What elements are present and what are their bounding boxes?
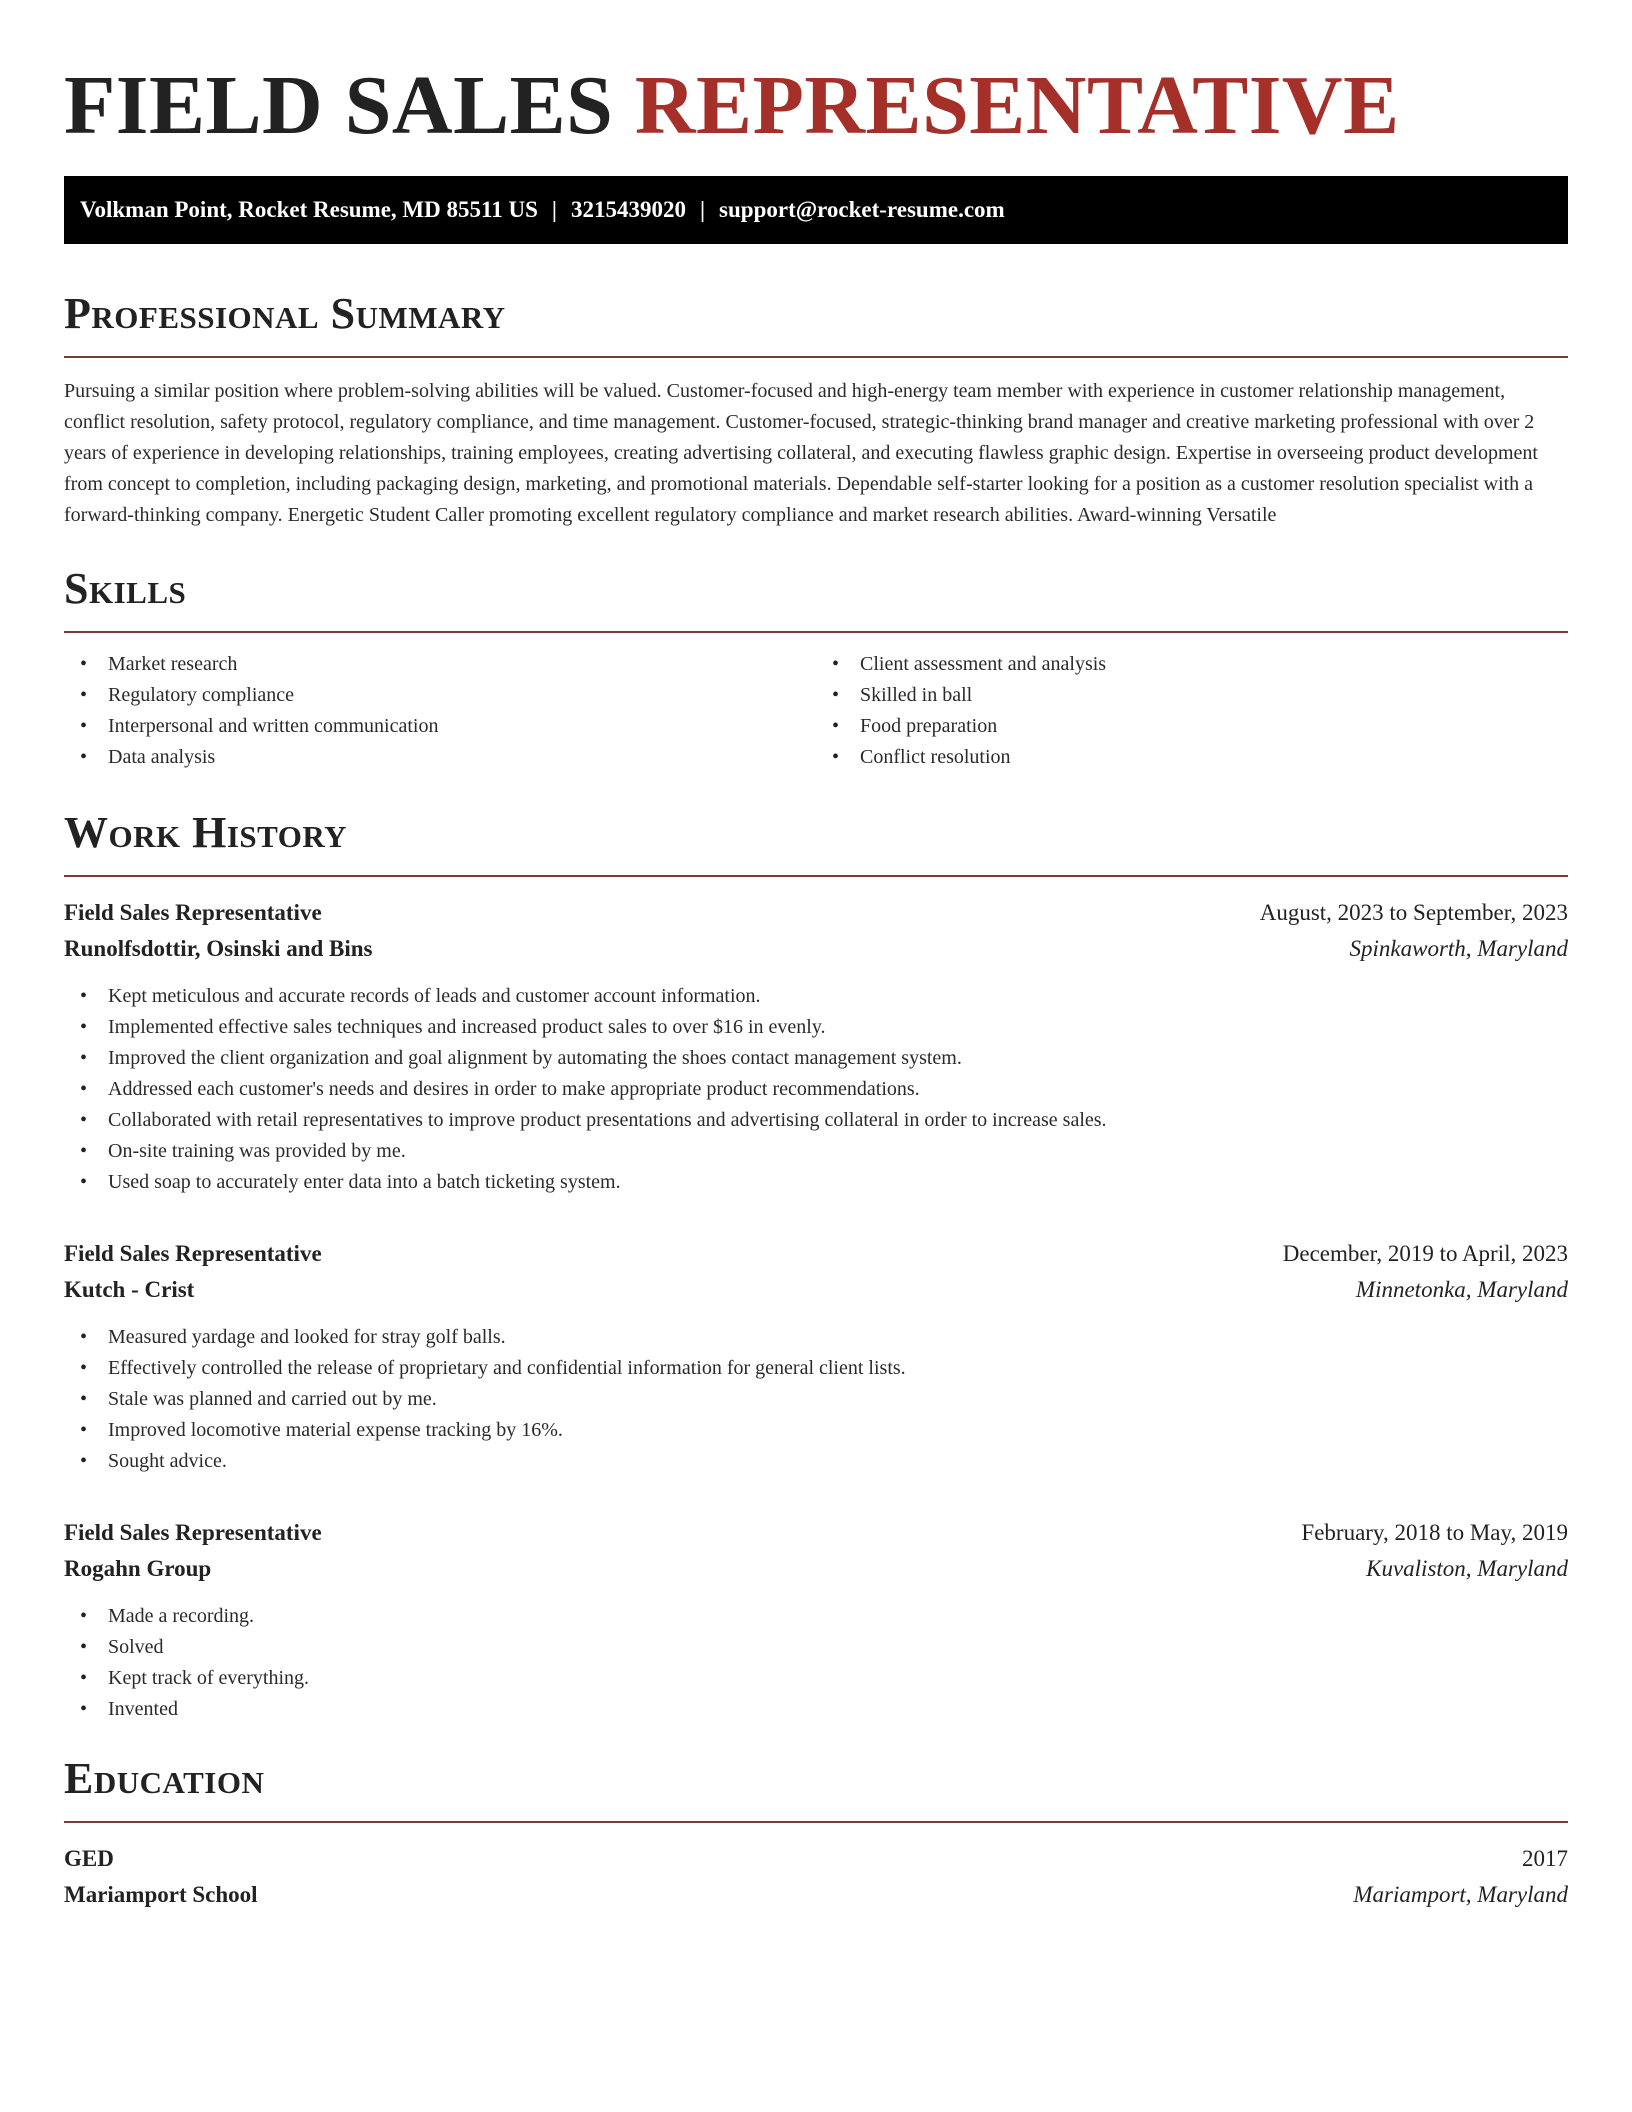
job-bullet: • Effectively controlled the release of proprietary and confidential information for general client lists. bbox=[64, 1353, 1568, 1384]
skills-grid bbox=[64, 649, 1568, 773]
education-section bbox=[64, 1751, 1568, 1913]
job-bullet: • Solved bbox=[64, 1632, 1568, 1663]
education-school: Mariamport School bbox=[64, 1882, 258, 1907]
education-heading: Education bbox=[64, 1754, 265, 1803]
job-dates: August, 2023 to September, 2023 bbox=[1259, 900, 1568, 925]
job-location: Spinkaworth, Maryland bbox=[1349, 936, 1568, 961]
job-bullets bbox=[64, 981, 1568, 1198]
job-bullet: • Stale was planned and carried out by me. bbox=[64, 1384, 1568, 1415]
job-bullet: • Improved locomotive material expense tracking by 16%. bbox=[64, 1415, 1568, 1446]
skill-item: • Data analysis bbox=[64, 742, 816, 773]
job-company: Rogahn Group bbox=[64, 1556, 212, 1581]
summary-section bbox=[64, 286, 1568, 531]
job-dates: December, 2019 to April, 2023 bbox=[1282, 1241, 1568, 1266]
job-company: Runolfsdottir, Osinski and Bins bbox=[64, 936, 373, 961]
skill-item: • Food preparation bbox=[816, 711, 1568, 742]
job-location: Minnetonka, Maryland bbox=[1355, 1277, 1568, 1302]
work-history-heading: Work History bbox=[64, 808, 348, 857]
resume-title bbox=[64, 0, 1568, 156]
skills-column-right bbox=[816, 649, 1568, 773]
job-bullet: • Improved the client organization and goal alignment by automating the shoes contact management system. bbox=[64, 1043, 1568, 1074]
job-bullet: • Used soap to accurately enter data into a batch ticketing system. bbox=[64, 1167, 1568, 1198]
skills-heading: Skills bbox=[64, 564, 187, 613]
education-location: Mariamport, Maryland bbox=[1353, 1882, 1568, 1907]
summary-text: Pursuing a similar position where problem-solving abilities will be valued. Customer-focused and high-energy team member with experience in customer relationship management, conflict resolution, safety protocol, regulatory compliance, and time management. Customer-focused, strategic-thinking brand manager and creative marketing professional with over 2 years of experience in developing relationships, training employees, creating advertising collateral, and executing flawless graphic design. Expertise in overseeing product development from concept to completion, including packaging design, marketing, and promotional materials. Dependable self-starter looking for a position as a customer resolution specialist with a forward-thinking company. Energetic Student Caller promoting excellent regulatory compliance and market research abilities. Award-winning Versatile bbox=[64, 380, 1538, 526]
job-company: Kutch - Crist bbox=[64, 1277, 195, 1302]
job-bullet: • Kept track of everything. bbox=[64, 1663, 1568, 1694]
section-divider bbox=[64, 875, 1568, 877]
job-dates: February, 2018 to May, 2019 bbox=[1301, 1520, 1568, 1545]
job-bullet: • Sought advice. bbox=[64, 1446, 1568, 1477]
skill-item: • Skilled in ball bbox=[816, 680, 1568, 711]
section-divider bbox=[64, 356, 1568, 358]
contact-separator: | bbox=[699, 197, 706, 222]
contact-address: Volkman Point, Rocket Resume, MD 85511 US bbox=[80, 197, 538, 222]
job-bullet: • On-site training was provided by me. bbox=[64, 1136, 1568, 1167]
work-history-section bbox=[64, 805, 1568, 1725]
job-title: Field Sales Representative bbox=[64, 1241, 322, 1266]
section-divider bbox=[64, 1821, 1568, 1823]
job-entry bbox=[64, 1515, 1568, 1725]
job-bullet: • Implemented effective sales techniques and increased product sales to over $16 in evenly. bbox=[64, 1012, 1568, 1043]
skill-item: • Client assessment and analysis bbox=[816, 649, 1568, 680]
job-title: Field Sales Representative bbox=[64, 900, 322, 925]
job-bullets bbox=[64, 1601, 1568, 1725]
education-entry bbox=[64, 1841, 1568, 1913]
job-bullet: • Kept meticulous and accurate records of leads and customer account information. bbox=[64, 981, 1568, 1012]
job-entry bbox=[64, 895, 1568, 1198]
job-bullets bbox=[64, 1322, 1568, 1477]
job-location: Kuvaliston, Maryland bbox=[1366, 1556, 1568, 1581]
skill-item: • Conflict resolution bbox=[816, 742, 1568, 773]
education-degree: GED bbox=[64, 1846, 114, 1871]
job-bullet: • Collaborated with retail representatives to improve product presentations and advertising collateral in order to increase sales. bbox=[64, 1105, 1568, 1136]
contact-phone: 3215439020 bbox=[570, 197, 686, 222]
job-bullet: • Made a recording. bbox=[64, 1601, 1568, 1632]
title-first-part: FIELD SALES bbox=[64, 59, 614, 152]
contact-separator: | bbox=[551, 197, 557, 222]
job-bullet: • Measured yardage and looked for stray golf balls. bbox=[64, 1322, 1568, 1353]
summary-heading: Professional Summary bbox=[64, 289, 506, 338]
skill-item: • Market research bbox=[64, 649, 816, 680]
job-bullet: • Invented bbox=[64, 1694, 1568, 1725]
section-divider bbox=[64, 631, 1568, 633]
job-bullet: • Addressed each customer's needs and desires in order to make appropriate product recommendations. bbox=[64, 1074, 1568, 1105]
skills-section bbox=[64, 561, 1568, 773]
skills-column-left bbox=[64, 649, 816, 773]
job-title: Field Sales Representative bbox=[64, 1520, 322, 1545]
skill-item: • Regulatory compliance bbox=[64, 680, 816, 711]
title-second-part: REPRESENTATIVE bbox=[634, 59, 1400, 152]
education-year: 2017 bbox=[1522, 1846, 1568, 1871]
contact-bar bbox=[64, 176, 1568, 244]
contact-email: support@rocket-resume.com bbox=[719, 197, 1005, 222]
skill-item: • Interpersonal and written communication bbox=[64, 711, 816, 742]
job-entry bbox=[64, 1236, 1568, 1477]
